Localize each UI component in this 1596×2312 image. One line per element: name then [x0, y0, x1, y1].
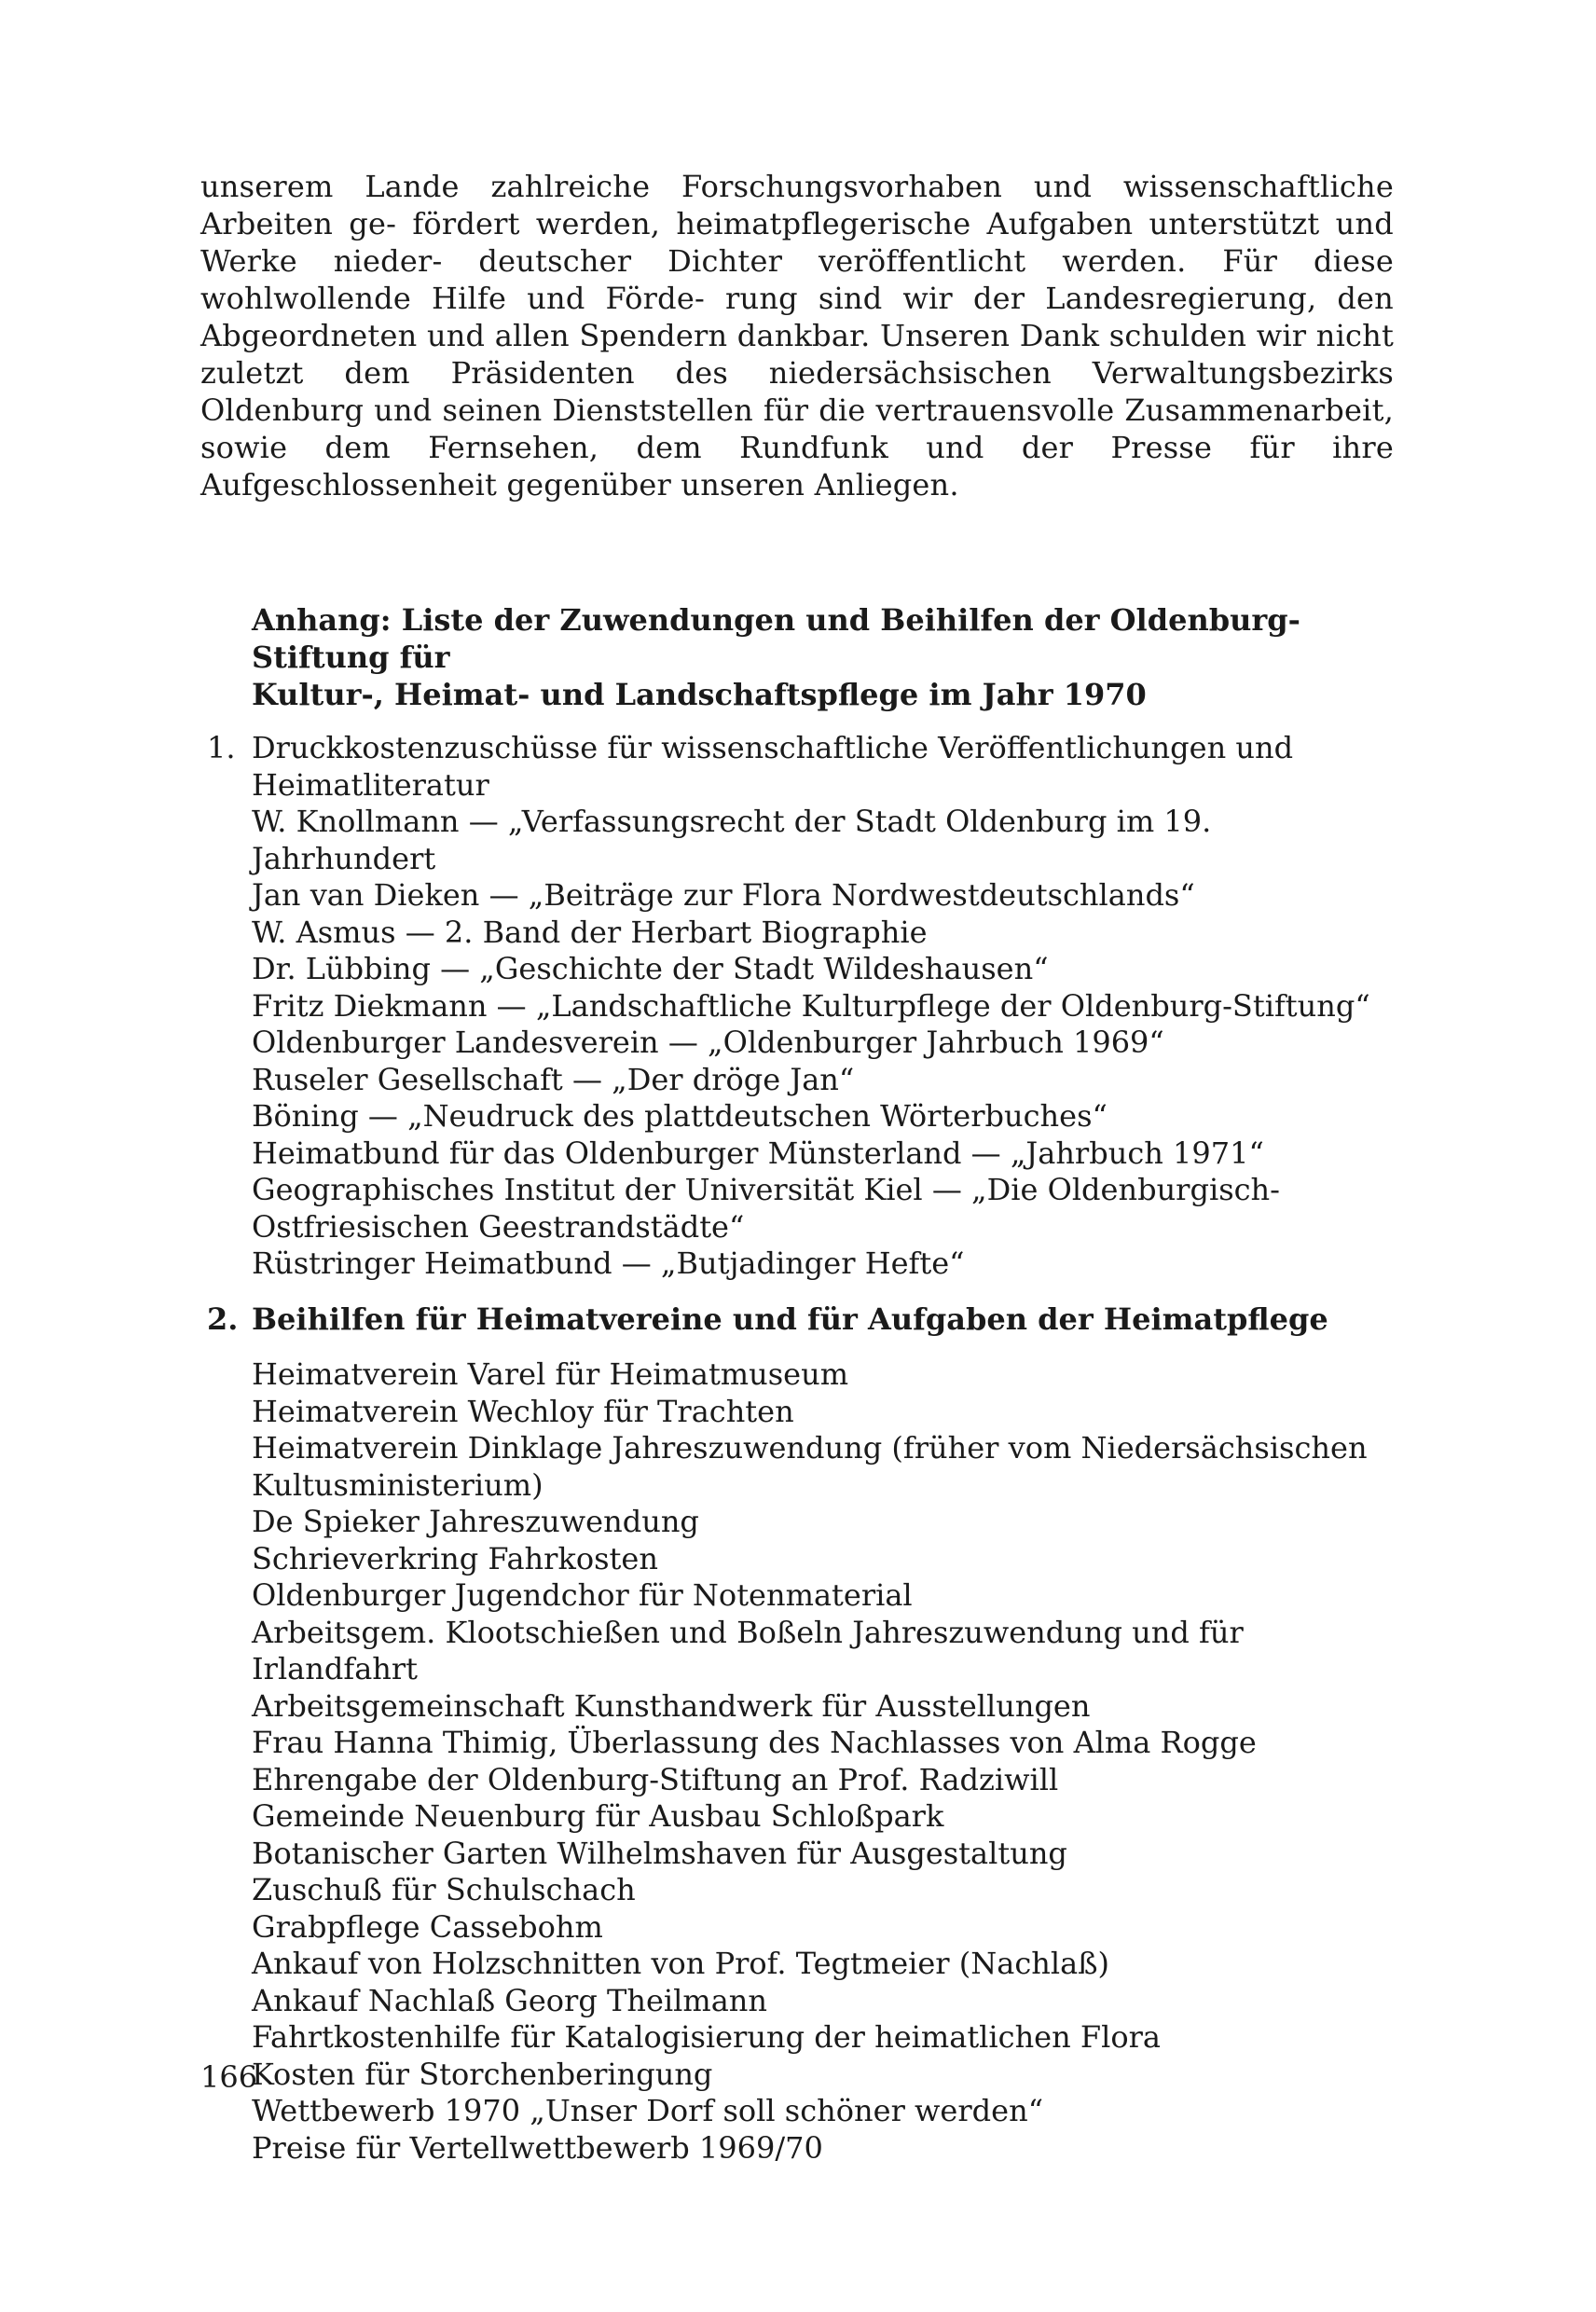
list-item: Oldenburger Landesverein — „Oldenburger Jahrbuch 1969“	[252, 1025, 1164, 1060]
list-item: W. Asmus — 2. Band der Herbart Biographie	[252, 914, 928, 950]
intro-line: fördert werden, heimatpflegerische Aufgaben unterstützt und Werke nieder-	[200, 206, 1394, 279]
list-item: W. Knollmann — „Verfassungsrecht der Stadt Oldenburg im 19. Jahrhundert	[252, 804, 1212, 876]
list-item: Schrieverkring Fahrkosten	[252, 1540, 658, 1576]
list-item: Ankauf von Holzschnitten von Prof. Tegtmeier (Nachlaß)	[252, 1946, 1110, 1981]
section-title: Beihilfen für Heimatvereine und für Aufgaben der Heimatpflege	[252, 1300, 1328, 1337]
list-item: Ehrengabe der Oldenburg-Stiftung an Prof. Radziwill	[252, 1761, 1059, 1797]
section-body	[252, 1301, 1394, 2168]
list-item: Ankauf Nachlaß Georg Theilmann	[252, 1982, 767, 2018]
appendix-heading-line: Kultur-, Heimat- und Landschaftspflege im Jahr 1970	[252, 677, 1147, 712]
list-item: Gemeinde Neuenburg für Ausbau Schloßpark	[252, 1798, 944, 1834]
list-item: Zuschuß für Schulschach	[252, 1872, 636, 1907]
list-item: Heimatverein Dinklage Jahreszuwendung (früher vom Niedersächsischen	[252, 1430, 1368, 1466]
list-item: Böning — „Neudruck des plattdeutschen Wörterbuches“	[252, 1098, 1108, 1134]
list-item: Oldenburger Jugendchor für Notenmaterial	[252, 1577, 913, 1613]
intro-line: rung sind wir der Landesregierung, den Abgeordneten und allen Spendern dankbar.	[200, 281, 1394, 353]
list-item: Dr. Lübbing — „Geschichte der Stadt Wildeshausen“	[252, 951, 1049, 986]
section-number: 1.	[207, 730, 236, 765]
list-item: Heimatverein Wechloy für Trachten	[252, 1393, 794, 1429]
page-number: 166	[200, 2059, 258, 2095]
list-item: Ruseler Gesellschaft — „Der dröge Jan“	[252, 1061, 855, 1097]
list-item: Jan van Dieken — „Beiträge zur Flora Nordwestdeutschlands“	[252, 877, 1195, 913]
section-title-line: Druckkostenzuschüsse für wissenschaftliche Veröffentlichungen und	[252, 730, 1294, 765]
list-item: Ostfriesischen Geestrandstädte“	[252, 1208, 745, 1245]
section-title-line: Heimatliteratur	[252, 766, 489, 803]
list-item: Preise für Vertellwettbewerb 1969/70	[252, 2129, 823, 2166]
list-item: Arbeitsgemeinschaft Kunsthandwerk für Ausstellungen	[252, 1687, 1091, 1724]
appendix-heading	[252, 601, 1352, 713]
list-item: Botanischer Garten Wilhelmshaven für Ausgestaltung	[252, 1835, 1067, 1871]
intro-line: Zusammenarbeit, sowie dem Fernsehen, dem Rundfunk und der Presse für ihre	[200, 392, 1394, 465]
list-item: Grabpflege Cassebohm	[252, 1908, 603, 1945]
list-item: Heimatverein Varel für Heimatmuseum	[252, 1356, 849, 1392]
intro-paragraph	[200, 168, 1394, 503]
list-item: Fritz Diekmann — „Landschaftliche Kulturpflege der Oldenburg-Stiftung“	[252, 987, 1370, 1024]
section-title	[252, 730, 1394, 804]
intro-line: Aufgeschlossenheit gegenüber unseren Anliegen.	[200, 467, 959, 502]
section-heritage-grants	[200, 1301, 1394, 2168]
section-body	[252, 730, 1394, 1283]
list-item: Kosten für Storchenberingung	[252, 2056, 713, 2092]
intro-line: unserem Lande zahlreiche Forschungsvorhaben und wissenschaftliche Arbeiten ge-	[200, 169, 1394, 241]
list-item: Geographisches Institut der Universität Kiel — „Die Oldenburgisch-	[252, 1172, 1280, 1207]
document-page	[200, 168, 1394, 2167]
list-item: Rüstringer Heimatbund — „Butjadinger Hefte“	[252, 1245, 965, 1281]
section-printing-subsidies	[200, 730, 1394, 1283]
intro-line: Unseren Dank schulden wir nicht zuletzt dem Präsidenten des niedersächsischen	[200, 318, 1395, 391]
list-item: De Spieker Jahreszuwendung	[252, 1504, 699, 1539]
list-item: Heimatbund für das Oldenburger Münsterland — „Jahrbuch 1971“	[252, 1135, 1264, 1171]
section-number: 2.	[207, 1300, 239, 1337]
intro-line: Verwaltungsbezirks Oldenburg und seinen Dienststellen für die vertrauensvolle	[200, 355, 1395, 428]
appendix-heading-line: Anhang: Liste der Zuwendungen und Beihilfen der Oldenburg-Stiftung für	[252, 602, 1300, 675]
list-item: Arbeitsgem. Klootschießen und Boßeln Jahreszuwendung und für Irlandfahrt	[252, 1614, 1244, 1686]
list-item: Frau Hanna Thimig, Überlassung des Nachlasses von Alma Rogge	[252, 1725, 1257, 1760]
list-item: Kultusministerium)	[252, 1466, 543, 1503]
list-item: Fahrtkostenhilfe für Katalogisierung der heimatlichen Flora	[252, 2019, 1161, 2055]
intro-line: deutscher Dichter veröffentlicht werden. Für diese wohlwollende Hilfe und Förde-	[200, 243, 1395, 316]
list-item: Wettbewerb 1970 „Unser Dorf soll schöner werden“	[252, 2093, 1044, 2128]
